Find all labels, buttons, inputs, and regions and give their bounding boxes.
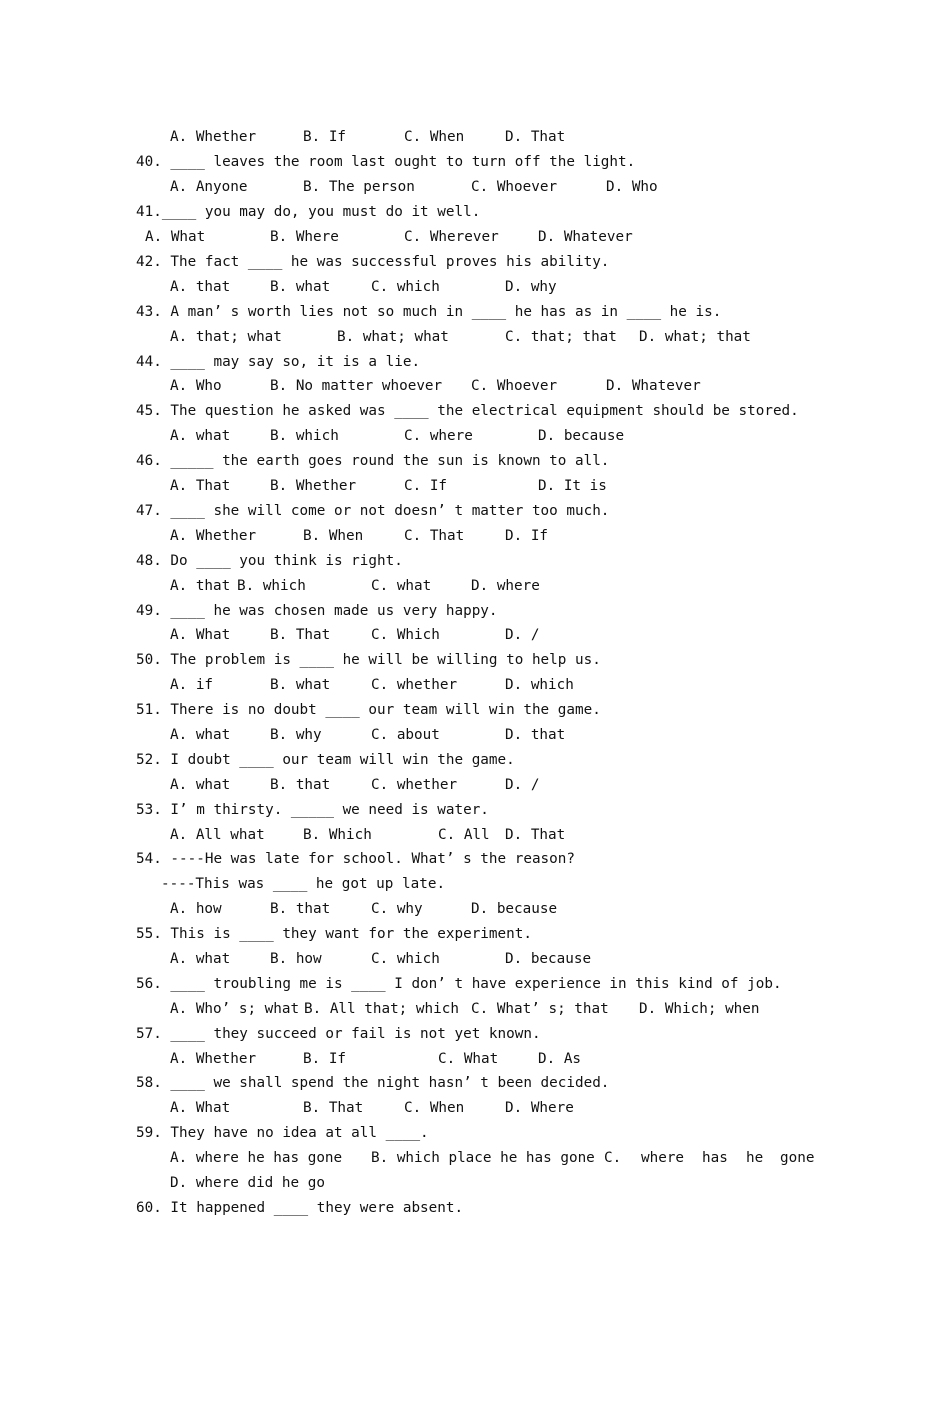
question-54-dialogue-line: ----This was ____ he got up late.: [161, 876, 446, 892]
option-d: D. Whatever: [538, 229, 633, 245]
question-49-stem: 49. ____ he was chosen made us very happy.: [136, 603, 498, 619]
option-a: A. that: [170, 279, 231, 295]
option-b: B. which: [270, 428, 339, 444]
question-41-stem: 41.____ you may do, you must do it well.: [136, 204, 481, 220]
question-59-stem: 59. They have no idea at all ____.: [136, 1125, 429, 1141]
option-d: D. Which; when: [639, 1001, 760, 1017]
question-44-options: [0, 376, 950, 396]
option-b: B. how: [270, 951, 322, 967]
question-52-options: [0, 775, 950, 795]
question-49-options: [0, 625, 950, 645]
option-d: D. Who: [606, 179, 658, 195]
option-b: B. That: [303, 1100, 364, 1116]
option-c-word: where: [641, 1150, 685, 1166]
option-b: B. All that; which: [304, 1001, 459, 1017]
question-41-options: [0, 227, 950, 247]
option-d: D. Where: [505, 1100, 574, 1116]
question-40-stem: 40. ____ leaves the room last ought to turn off the light.: [136, 154, 636, 170]
option-c-word: he: [746, 1150, 764, 1166]
option-a: A. What: [170, 1100, 231, 1116]
option-a: A. what: [170, 777, 231, 793]
option-d: D. /: [505, 777, 540, 793]
question-58-options: [0, 1098, 950, 1118]
option-c: C. whether: [371, 777, 458, 793]
question-57-options: [0, 1049, 950, 1069]
option-b: B. which: [237, 578, 306, 594]
option-b: B. that: [270, 901, 331, 917]
option-d: D. because: [538, 428, 625, 444]
option-b: B. The person: [303, 179, 415, 195]
option-a: A. that: [170, 578, 231, 594]
question-39-options: [0, 127, 950, 147]
option-b: B. what: [270, 279, 331, 295]
option-d: D. what; that: [639, 329, 751, 345]
option-c: C. What: [438, 1051, 499, 1067]
option-b: B. No matter whoever: [270, 378, 443, 394]
question-51-options: [0, 725, 950, 745]
question-53-stem: 53. I’ m thirsty. _____ we need is water.: [136, 802, 489, 818]
option-c-word: has: [702, 1150, 728, 1166]
question-53-options: [0, 825, 950, 845]
option-a: A. Anyone: [170, 179, 248, 195]
option-c: C. When: [404, 1100, 465, 1116]
option-d: D. That: [505, 827, 566, 843]
question-47-stem: 47. ____ she will come or not doesn’ t matter too much.: [136, 503, 610, 519]
option-d: D. Whatever: [606, 378, 701, 394]
question-55-stem: 55. This is ____ they want for the experiment.: [136, 926, 532, 942]
question-60-stem: 60. It happened ____ they were absent.: [136, 1200, 464, 1216]
option-c: C. whether: [371, 677, 458, 693]
option-c: C. Which: [371, 627, 440, 643]
option-a: A. What: [170, 627, 231, 643]
option-a: A. what: [170, 951, 231, 967]
option-b: B. Where: [270, 229, 339, 245]
option-c: C. When: [404, 129, 465, 145]
option-c: C. which: [371, 951, 440, 967]
question-45-stem: 45. The question he asked was ____ the electrical equipment should be stored.: [136, 403, 799, 419]
question-40-options: [0, 177, 950, 197]
option-c: C. Wherever: [404, 229, 499, 245]
option-d: D. because: [471, 901, 558, 917]
option-a: A. What: [145, 229, 206, 245]
option-b: B. Whether: [270, 478, 357, 494]
option-c: C. Whoever: [471, 378, 558, 394]
question-58-stem: 58. ____ we shall spend the night hasn’ t been decided.: [136, 1075, 610, 1091]
question-46-options: [0, 476, 950, 496]
option-a: A. That: [170, 478, 231, 494]
option-c: C. why: [371, 901, 423, 917]
option-a: A. how: [170, 901, 222, 917]
question-56-options: [0, 999, 950, 1019]
option-b: B. When: [303, 528, 364, 544]
option-a: A. Who’ s; what: [170, 1001, 300, 1017]
option-d: D. /: [505, 627, 540, 643]
option-c: C. All: [438, 827, 490, 843]
option-b: B. If: [303, 129, 347, 145]
option-a: A. Whether: [170, 528, 257, 544]
option-c: C. about: [371, 727, 440, 743]
option-d: D. because: [505, 951, 592, 967]
option-d: D. where: [471, 578, 540, 594]
question-54-options: [0, 899, 950, 919]
option-d: D. which: [505, 677, 574, 693]
option-d: D. If: [505, 528, 549, 544]
option-c: C. What’ s; that: [471, 1001, 609, 1017]
option-d: D. It is: [538, 478, 607, 494]
option-a: A. Whether: [170, 1051, 257, 1067]
question-50-stem: 50. The problem is ____ he will be willing to help us.: [136, 652, 601, 668]
option-a: A. Whether: [170, 129, 257, 145]
question-42-options: [0, 277, 950, 297]
option-c-word: gone: [780, 1150, 815, 1166]
option-a: A. where he has gone: [170, 1150, 343, 1166]
question-45-options: [0, 426, 950, 446]
option-b: B. what; what: [337, 329, 449, 345]
option-d: D. That: [505, 129, 566, 145]
option-a: A. that; what: [170, 329, 282, 345]
question-48-options: [0, 576, 950, 596]
question-54-stem: 54. ----He was late for school. What’ s the reason?: [136, 851, 575, 867]
option-b: B. which place he has gone: [371, 1150, 595, 1166]
question-55-options: [0, 949, 950, 969]
question-46-stem: 46. _____ the earth goes round the sun is known to all.: [136, 453, 610, 469]
option-a: A. what: [170, 428, 231, 444]
option-a: A. All what: [170, 827, 265, 843]
option-b: B. what: [270, 677, 331, 693]
option-c: C. that; that: [505, 329, 617, 345]
option-c: C. Whoever: [471, 179, 558, 195]
question-42-stem: 42. The fact ____ he was successful proves his ability.: [136, 254, 610, 270]
option-a: A. Who: [170, 378, 222, 394]
option-c: C. which: [371, 279, 440, 295]
option-b: B. why: [270, 727, 322, 743]
question-50-options: [0, 675, 950, 695]
question-52-stem: 52. I doubt ____ our team will win the game.: [136, 752, 515, 768]
option-b: B. Which: [303, 827, 372, 843]
option-c: C. That: [404, 528, 465, 544]
question-59-option-d: D. where did he go: [170, 1175, 325, 1191]
question-47-options: [0, 526, 950, 546]
option-a: A. if: [170, 677, 214, 693]
option-a: A. what: [170, 727, 231, 743]
question-56-stem: 56. ____ troubling me is ____ I don’ t have experience in this kind of job.: [136, 976, 782, 992]
option-b: B. that: [270, 777, 331, 793]
question-57-stem: 57. ____ they succeed or fail is not yet known.: [136, 1026, 541, 1042]
question-44-stem: 44. ____ may say so, it is a lie.: [136, 354, 421, 370]
option-d: D. why: [505, 279, 557, 295]
question-59-options: [0, 1148, 950, 1168]
option-c: C. If: [404, 478, 448, 494]
option-c: C. what: [371, 578, 432, 594]
question-48-stem: 48. Do ____ you think is right.: [136, 553, 403, 569]
option-c: C. where: [404, 428, 473, 444]
question-51-stem: 51. There is no doubt ____ our team will win the game.: [136, 702, 601, 718]
option-d: D. As: [538, 1051, 582, 1067]
option-c-label: C.: [604, 1150, 622, 1166]
question-43-options: [0, 327, 950, 347]
option-b: B. That: [270, 627, 331, 643]
option-d: D. that: [505, 727, 566, 743]
option-b: B. If: [303, 1051, 347, 1067]
question-43-stem: 43. A man’ s worth lies not so much in ____ he has as in ____ he is.: [136, 304, 722, 320]
